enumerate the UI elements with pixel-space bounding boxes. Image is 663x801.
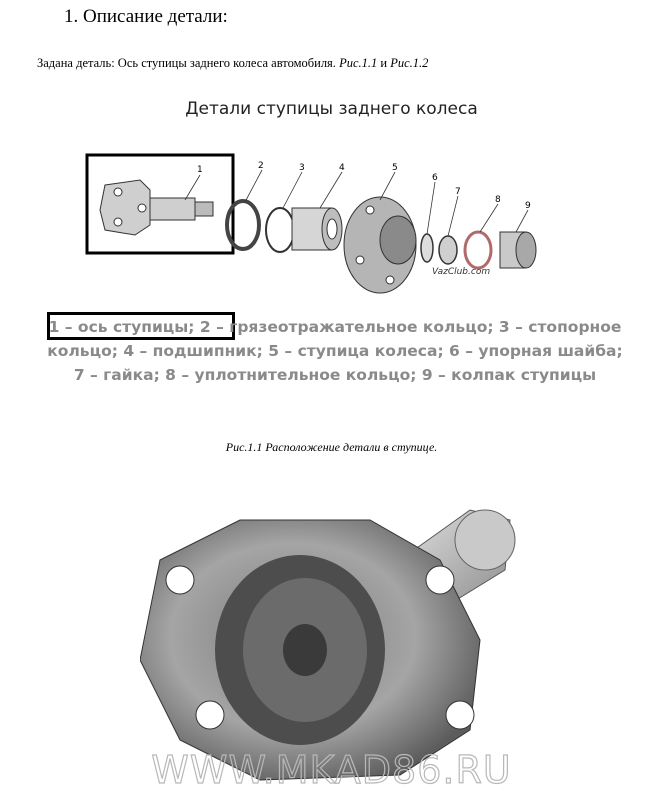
part-number-7: 7	[455, 187, 461, 197]
part-number-3: 3	[299, 163, 305, 173]
intro-conj: и	[377, 56, 391, 70]
part-4-bearing	[292, 208, 342, 250]
part-7-nut	[439, 236, 457, 264]
part-3-circlip	[266, 208, 294, 252]
intro-text: Задана деталь: Ось ступицы заднего колеса автомобиля.	[37, 56, 340, 70]
parts-legend: 1 – ось ступицы; 2 – грязеотражательное кольцо; 3 – стопорное кольцо; 4 – подшипник; 5 – ступица колеса; 6 – упорная шайба; 7 – гайка; 8 – уплотнительное кольцо; 9 – колпак ступицы	[47, 318, 623, 384]
intro-paragraph	[37, 56, 428, 71]
watermark: WWW.MKAD86.RU	[151, 748, 512, 792]
part-6-washer	[421, 234, 433, 262]
part-1-axle	[100, 180, 213, 235]
part-number-4: 4	[339, 163, 345, 173]
figure-ref-2: Рис.1.2	[390, 56, 429, 70]
axle-photo	[140, 500, 540, 790]
part-8-seal	[465, 232, 491, 268]
part-5-hub	[344, 197, 416, 293]
part-number-8: 8	[495, 195, 501, 205]
part-number-9: 9	[525, 201, 531, 211]
part-number-6: 6	[432, 173, 438, 183]
figure-ref-1: Рис.1.1	[339, 56, 378, 70]
figure-caption: Рис.1.1 Расположение детали в ступице.	[225, 440, 438, 454]
part-number-5: 5	[392, 163, 398, 173]
figure-title: Детали ступицы заднего колеса	[185, 99, 478, 119]
section-heading: 1. Описание детали:	[64, 6, 228, 27]
exploded-hub-diagram	[80, 150, 560, 300]
site-label: VazClub.com	[432, 267, 491, 277]
part-number-2: 2	[258, 161, 264, 171]
part-9-cap	[500, 232, 536, 268]
part-number-1: 1	[197, 165, 203, 175]
